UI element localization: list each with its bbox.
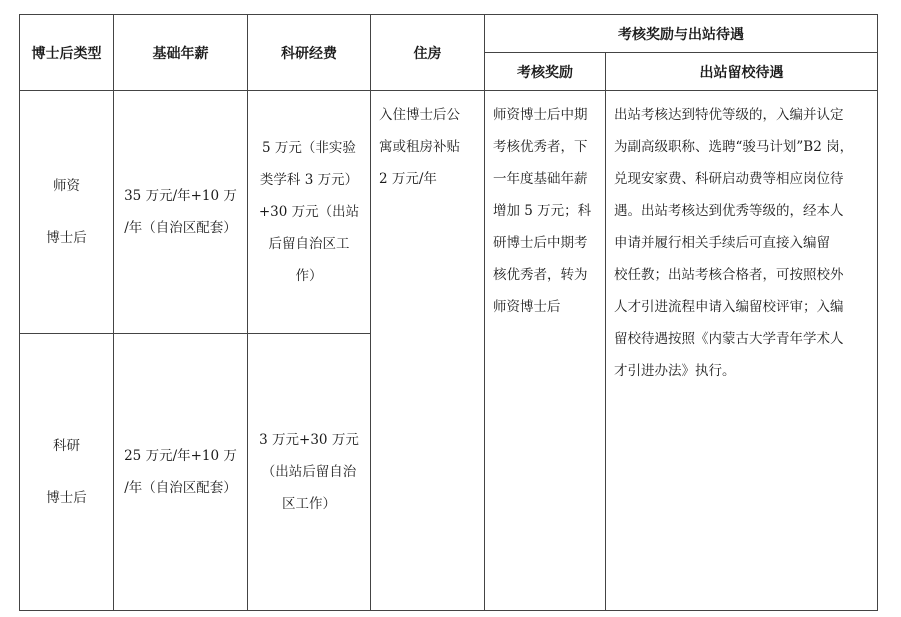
cell-line: （出站后留自治 bbox=[261, 464, 357, 480]
header-research-funding: 科研经费 bbox=[248, 15, 371, 91]
cell-line: 科研 bbox=[53, 438, 80, 454]
header-assessment-reward: 考核奖励 bbox=[485, 53, 606, 91]
cell-line: 3 万元+30 万元 bbox=[259, 432, 359, 448]
research-funding-cell bbox=[248, 91, 371, 334]
postdoc-policy-table bbox=[19, 14, 878, 611]
header-housing: 住房 bbox=[371, 15, 485, 91]
cell-line: 5 万元（非实验 bbox=[262, 140, 356, 156]
postdoc-type-cell bbox=[20, 91, 114, 334]
cell-line: 类学科 3 万元） bbox=[259, 172, 359, 188]
cell-line: 25 万元/年+10 万 bbox=[124, 448, 237, 464]
base-salary-cell bbox=[114, 334, 248, 611]
cell-line: 区工作） bbox=[282, 496, 336, 512]
research-funding-cell bbox=[248, 334, 371, 611]
cell-line: 作） bbox=[295, 268, 323, 284]
housing-cell bbox=[371, 91, 485, 611]
cell-line: 兑现安家费、科研启动费等相应岗位待 bbox=[614, 171, 844, 187]
cell-line: 师资博士后 bbox=[493, 299, 561, 315]
cell-line: 留校待遇按照《内蒙古大学青年学术人 bbox=[614, 331, 844, 347]
cell-line: /年（自治区配套） bbox=[124, 220, 237, 236]
cell-line: 寓或租房补贴 bbox=[379, 139, 460, 155]
assessment-reward-cell bbox=[485, 91, 606, 611]
cell-line: 35 万元/年+10 万 bbox=[124, 188, 237, 204]
cell-line: 为副高级职称、选聘“骏马计划”B2 岗， bbox=[614, 139, 854, 155]
cell-line: 增加 5 万元；科 bbox=[493, 203, 592, 219]
cell-line: 博士后 bbox=[46, 230, 87, 246]
cell-line: 遇。出站考核达到优秀等级的，经本人 bbox=[614, 203, 844, 219]
table-row bbox=[20, 91, 878, 334]
cell-line: 师资博士后中期 bbox=[493, 107, 588, 123]
cell-line: 核优秀者，转为 bbox=[493, 267, 588, 283]
header-base-salary: 基础年薪 bbox=[114, 15, 248, 91]
cell-line: /年（自治区配套） bbox=[124, 480, 237, 496]
cell-line: 博士后 bbox=[46, 490, 87, 506]
cell-line: 校任教；出站考核合格者，可按照校外 bbox=[614, 267, 844, 283]
cell-line: +30 万元（出站 bbox=[258, 204, 360, 220]
postdoc-type-cell bbox=[20, 334, 114, 611]
cell-line: 考核优秀者，下 bbox=[493, 139, 588, 155]
header-retention-treatment: 出站留校待遇 bbox=[606, 53, 878, 91]
cell-line: 申请并履行相关手续后可直接入编留 bbox=[614, 235, 830, 251]
cell-line: 研博士后中期考 bbox=[493, 235, 588, 251]
cell-line: 一年度基础年薪 bbox=[493, 171, 588, 187]
header-reward-group: 考核奖励与出站待遇 bbox=[485, 15, 878, 53]
cell-line: 人才引进流程申请入编留校评审；入编 bbox=[614, 299, 844, 315]
cell-line: 后留自治区工 bbox=[268, 236, 350, 252]
header-row-1 bbox=[20, 15, 878, 53]
retention-treatment-cell bbox=[606, 91, 878, 611]
cell-line: 入住博士后公 bbox=[379, 107, 460, 123]
cell-line: 2 万元/年 bbox=[379, 171, 437, 187]
cell-line: 师资 bbox=[53, 178, 80, 194]
base-salary-cell bbox=[114, 91, 248, 334]
header-postdoc-type: 博士后类型 bbox=[20, 15, 114, 91]
cell-line: 才引进办法》执行。 bbox=[614, 363, 736, 379]
cell-line: 出站考核达到特优等级的，入编并认定 bbox=[614, 107, 844, 123]
